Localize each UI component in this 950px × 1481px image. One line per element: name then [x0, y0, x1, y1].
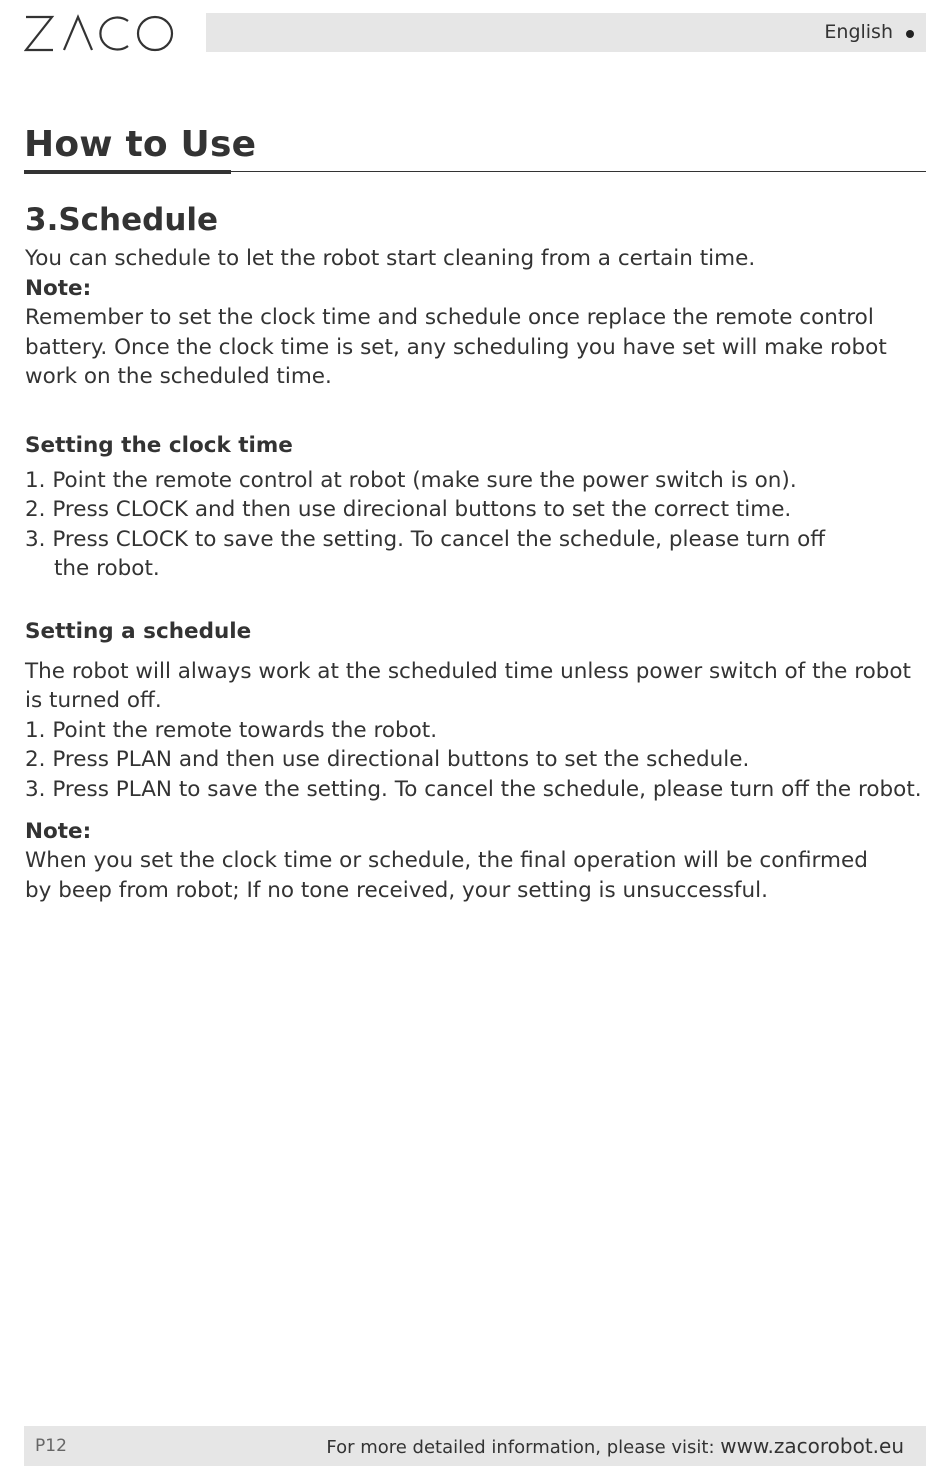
main-content — [25, 200, 935, 905]
zaco-logo — [24, 13, 176, 53]
note-text-line: work on the scheduled time. — [25, 364, 332, 390]
footer-info — [326, 1434, 904, 1458]
clock-heading: Setting the clock time — [25, 432, 293, 458]
schedule-intro: You can schedule to let the robot start cleaning from a certain time. — [25, 246, 756, 271]
subsection-title: 3.Schedule — [25, 202, 219, 238]
plan-intro-line: The robot will always work at the scheduled time unless power switch of the robot — [25, 658, 911, 684]
plan-intro-line: is turned off. — [25, 688, 162, 714]
clock-steps — [25, 466, 935, 584]
page-number: P12 — [35, 1436, 67, 1456]
language-bar — [206, 13, 926, 52]
note-text-line: Remember to set the clock time and schedule once replace the remote control — [25, 305, 874, 331]
list-item: 1. Point the remote towards the robot. — [25, 717, 438, 743]
website-link[interactable]: www.zacorobot.eu — [720, 1434, 904, 1458]
plan-note-line: by beep from robot; If no tone received, your setting is unsuccessful. — [25, 877, 768, 903]
list-item: 2. Press CLOCK and then use direcional buttons to set the correct time. — [25, 497, 792, 523]
list-item: 1. Point the remote control at robot (make sure the power switch is on). — [25, 467, 797, 493]
language-label[interactable]: English — [824, 21, 893, 43]
plan-heading: Setting a schedule — [25, 618, 252, 644]
note-text-line: battery. Once the clock time is set, any scheduling you have set will make robot — [25, 334, 887, 360]
plan-note-line: When you set the clock time or schedule, the final operation will be confirmed — [25, 848, 868, 874]
footer-bar — [24, 1426, 926, 1466]
note-label: Note: — [25, 818, 92, 844]
list-item: 3. Press PLAN to save the setting. To cancel the schedule, please turn off the robot. — [25, 776, 922, 802]
plan-steps — [25, 716, 935, 805]
section-title: How to Use — [24, 124, 257, 165]
note-label: Note: — [25, 275, 92, 301]
list-item-continuation: the robot. — [54, 556, 160, 582]
footer-text: For more detailed information, please visit: — [326, 1437, 721, 1458]
bullet-dot-icon — [906, 30, 914, 38]
list-item: 3. Press CLOCK to save the setting. To cancel the schedule, please turn off — [25, 526, 826, 552]
title-underline — [24, 170, 231, 174]
list-item: 2. Press PLAN and then use directional buttons to set the schedule. — [25, 747, 750, 773]
